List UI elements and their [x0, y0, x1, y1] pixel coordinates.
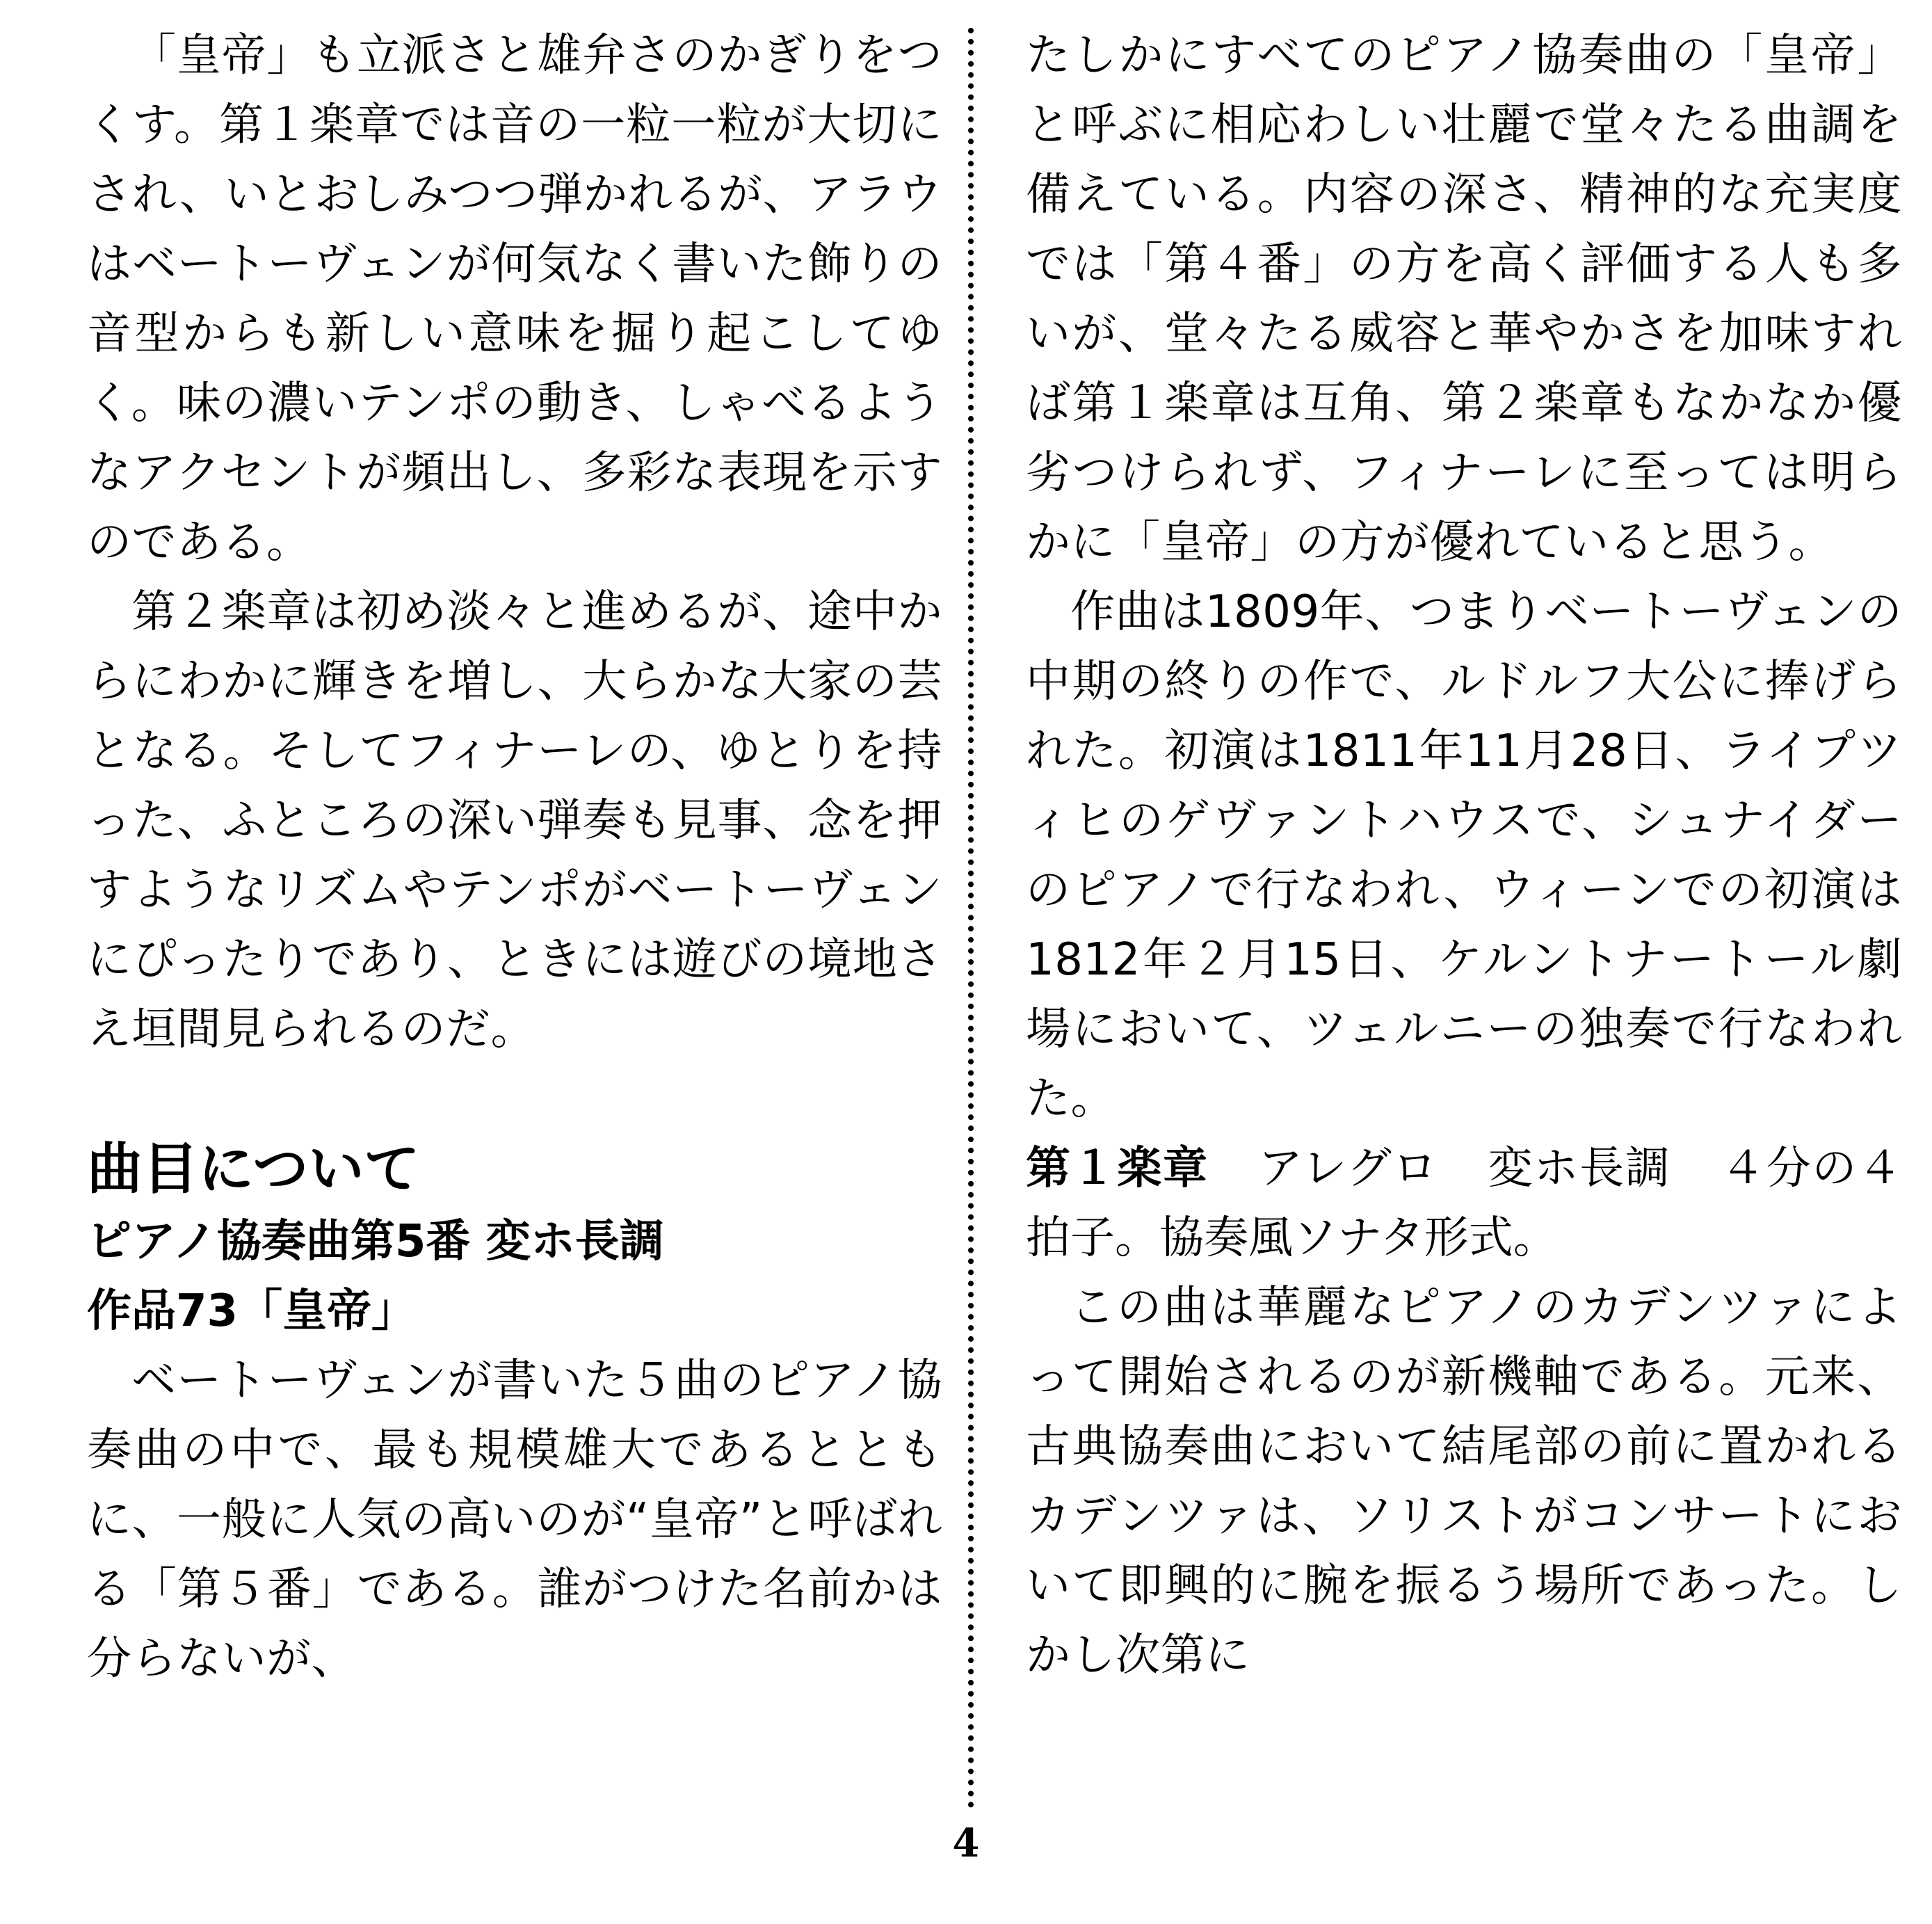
work-title-line-2: 作品73「皇帝」	[87, 1285, 417, 1337]
movement-tempo: アレグロ	[1257, 1143, 1439, 1194]
left-paragraph-3: ベートーヴェンが書いた５曲のピアノ協奏曲の中で、最も規模雄大であるとともに、一般に人気の高いのが“皇帝”と呼ばれる「第５番」である。誰がつけた名前かは分らないが、	[87, 1355, 942, 1685]
left-paragraph-2: 第２楽章は初め淡々と進めるが、途中からにわかに輝きを増し、大らかな大家の芸となる。そしてフィナーレの、ゆとりを持った、ふところの深い弾奏も見事、念を押すようなリズムやテンポがベートーヴェンにぴったりであり、ときには遊びの境地さえ垣間見られるのだ。	[87, 586, 942, 1055]
work-title-line-1: ピアノ協奏曲第5番 変ホ長調	[87, 1216, 664, 1267]
movement-1-heading	[1026, 1134, 1902, 1273]
left-column	[87, 21, 942, 1694]
right-paragraph-3: この曲は華麗なピアノのカデンツァによって開始されるのが新機軸である。元来、古典協奏曲において結尾部の前に置かれるカデンツァは、ソリストがコンサートにおいて即興的に腕を振るう場所であった。しかし次第に	[1026, 1282, 1902, 1681]
movement-meter-form: ４分の４拍子。協奏風ソナタ形式。	[1026, 1143, 1903, 1264]
left-paragraph-1: 「皇帝」も立派さと雄弁さのかぎりをつくす。第１楽章では音の一粒一粒が大切にされ、いとおしみつつ弾かれるが、アラウはベートーヴェンが何気なく書いた飾りの音型からも新しい意味を掘り起こしてゆく。味の濃いテンポの動き、しゃべるようなアクセントが頻出し、多彩な表現を示すのである。	[87, 30, 942, 568]
movement-label: 第１楽章	[1026, 1143, 1209, 1194]
page-number: 4	[952, 1820, 980, 1866]
right-paragraph-2: 作曲は1809年、つまりベートーヴェンの中期の終りの作で、ルドルフ大公に捧げられた。初演は1811年11月28日、ライプツィヒのゲヴァントハウスで、シュナイダーのピアノで行なわれ、ウィーンでの初演は1812年２月15日、ケルントナートール劇場において、ツェルニーの独奏で行なわれた。	[1026, 586, 1902, 1125]
right-paragraph-1: たしかにすべてのピアノ協奏曲の「皇帝」と呼ぶに相応わしい壮麗で堂々たる曲調を備えている。内容の深さ、精神的な充実度では「第４番」の方を高く評価する人も多いが、堂々たる威容と華やかさを加味すれば第１楽章は互角、第２楽章もなかなか優劣つけられず、フィナーレに至っては明らかに「皇帝」の方が優れていると思う。	[1026, 30, 1902, 568]
movement-key: 変ホ長調	[1487, 1143, 1671, 1194]
section-heading: 曲目について	[87, 1136, 420, 1201]
right-column	[1026, 21, 1902, 1690]
column-divider	[968, 28, 974, 1809]
